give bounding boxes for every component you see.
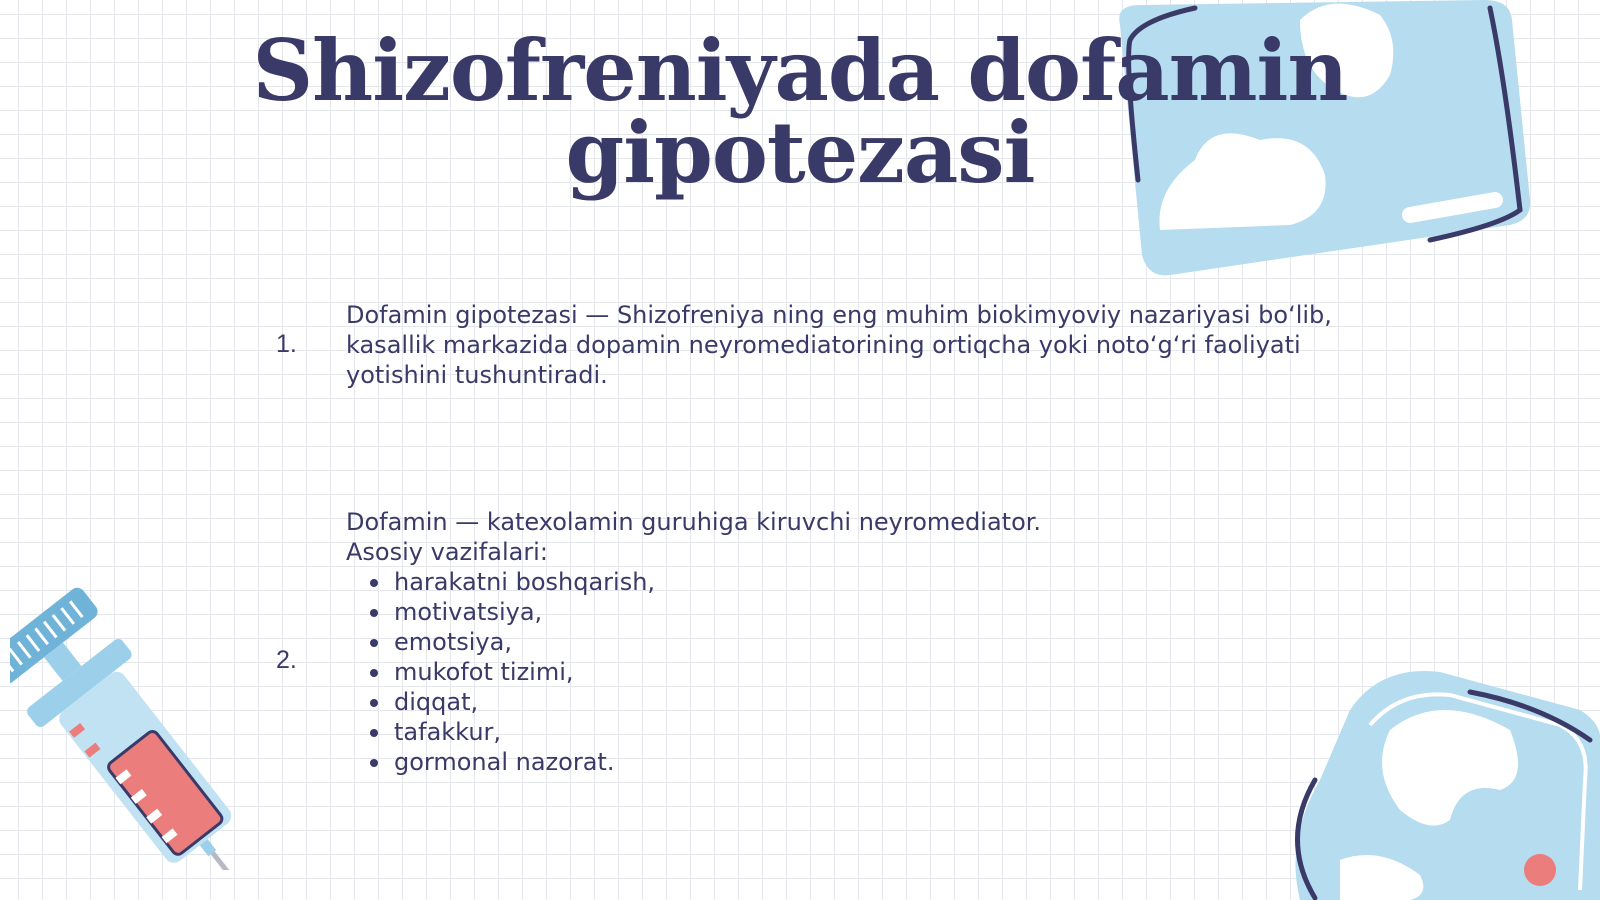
title-line-1: Shizofreniyada dofamin [252, 21, 1348, 120]
item-text: Dofamin gipotezasi — Shizofreniya ning eng muhim biokimyoviy nazariyasi bo‘lib, kasallik markazida dopamin neyromediatorining ortiqcha yoki noto‘g‘ri faoliyati yotishini tushuntiradi. [346, 301, 1332, 389]
item-number: 2. [276, 646, 297, 674]
ice-pack-icon [1290, 670, 1600, 900]
page-title [200, 21, 1400, 202]
item-subheading: Asosiy vazifalari: [346, 538, 548, 566]
item-number: 1. [276, 330, 297, 358]
title-line-2: gipotezasi [565, 103, 1035, 202]
list-item: diqqat, [370, 687, 1246, 717]
bullet-list [346, 567, 1246, 777]
syringe-icon [10, 540, 310, 870]
list-item: emotsiya, [370, 627, 1246, 657]
item-body [346, 507, 1246, 777]
list-item: mukofot tizimi, [370, 657, 1246, 687]
list-item: harakatni boshqarish, [370, 567, 1246, 597]
list-item: gormonal nazorat. [370, 747, 1246, 777]
list-item: motivatsiya, [370, 597, 1246, 627]
list-item: tafakkur, [370, 717, 1246, 747]
item-intro: Dofamin — katexolamin guruhiga kiruvchi neyromediator. [346, 508, 1042, 536]
